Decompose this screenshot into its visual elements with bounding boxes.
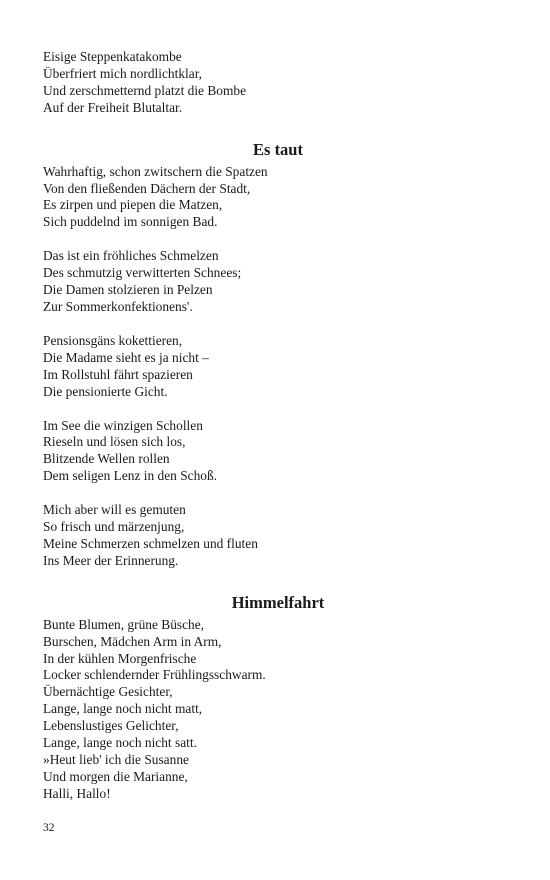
verse-line: Die pensionierte Gicht. bbox=[43, 383, 168, 399]
verse-line: Zur Sommerkonfektionens'. bbox=[43, 298, 193, 314]
verse-line: Burschen, Mädchen Arm in Arm, bbox=[43, 633, 222, 649]
stanza bbox=[43, 164, 513, 232]
verse-line: Locker schlendernder Frühlingsschwarm. bbox=[43, 667, 266, 683]
stanza bbox=[43, 617, 513, 803]
stanza bbox=[43, 502, 513, 570]
verse-line: Und zerschmetternd platzt die Bombe bbox=[43, 82, 247, 98]
verse-line: Das ist ein fröhliches Schmelzen bbox=[43, 248, 219, 264]
intro-stanza bbox=[43, 49, 513, 117]
stanza bbox=[43, 418, 513, 486]
verse-line: So frisch und märzenjung, bbox=[43, 519, 185, 535]
verse-line: Übernächtige Gesichter, bbox=[43, 684, 173, 700]
verse-line: Die Madame sieht es ja nicht – bbox=[43, 349, 209, 365]
verse-line: Pensionsgäns kokettieren, bbox=[43, 332, 183, 348]
poem-title: Himmelfahrt bbox=[231, 592, 325, 612]
verse-line: Im See die winzigen Schollen bbox=[43, 417, 203, 433]
verse-line: Blitzende Wellen rollen bbox=[43, 451, 170, 467]
verse-line: Sich puddelnd im sonnigen Bad. bbox=[43, 214, 218, 230]
verse-line: Des schmutzig verwitterten Schnees; bbox=[43, 265, 242, 281]
verse-line: Halli, Hallo! bbox=[43, 785, 111, 801]
verse-line: Wahrhaftig, schon zwitschern die Spatzen bbox=[43, 163, 268, 179]
verse-line: Es zirpen und piepen die Matzen, bbox=[43, 197, 223, 213]
verse-line: Lange, lange noch nicht matt, bbox=[43, 701, 203, 717]
verse-line: Überfriert mich nordlichtklar, bbox=[43, 65, 202, 81]
verse-line: Ins Meer der Erinnerung. bbox=[43, 552, 179, 568]
page-content bbox=[43, 49, 513, 803]
verse-line: In der kühlen Morgenfrische bbox=[43, 650, 197, 666]
verse-line: Meine Schmerzen schmelzen und fluten bbox=[43, 535, 258, 551]
page-number: 32 bbox=[43, 822, 55, 834]
verse-line: Die Damen stolzieren in Pelzen bbox=[43, 282, 213, 298]
verse-line: Im Rollstuhl fährt spazieren bbox=[43, 366, 193, 382]
verse-line: Von den fließenden Dächern der Stadt, bbox=[43, 180, 251, 196]
verse-line: Auf der Freiheit Blutaltar. bbox=[43, 99, 183, 115]
poem-title: Es taut bbox=[253, 139, 303, 159]
stanza bbox=[43, 248, 513, 316]
verse-line: Eisige Steppenkatakombe bbox=[43, 49, 182, 64]
verse-line: Bunte Blumen, grüne Büsche, bbox=[43, 616, 205, 632]
verse-line: Lebenslustiges Gelichter, bbox=[43, 718, 179, 734]
verse-line: Mich aber will es gemuten bbox=[43, 502, 186, 518]
verse-line: Rieseln und lösen sich los, bbox=[43, 434, 186, 450]
verse-line: »Heut lieb' ich die Susanne bbox=[43, 752, 189, 767]
stanza bbox=[43, 333, 513, 401]
verse-line: Lange, lange noch nicht satt. bbox=[43, 735, 197, 751]
verse-line: Dem seligen Lenz in den Schoß. bbox=[43, 468, 218, 484]
verse-line: Und morgen die Marianne, bbox=[43, 768, 188, 784]
